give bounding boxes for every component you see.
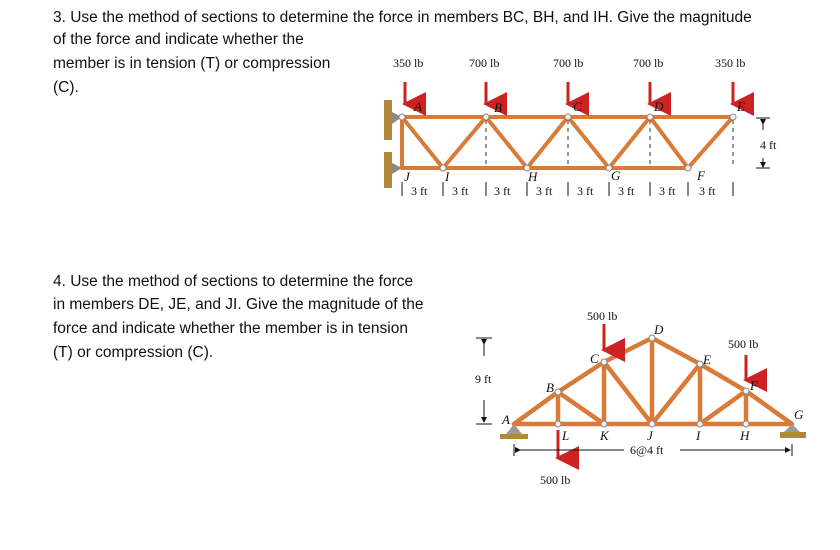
problem3-line4: (C). <box>53 79 79 96</box>
dim-spacing-4: 3 ft <box>536 184 553 198</box>
joint-label-j: J <box>404 169 410 184</box>
load-label-l: 500 lb <box>540 473 571 487</box>
member-ef <box>700 364 746 391</box>
joint-label-f: F <box>697 168 705 183</box>
load-label-f: 500 lb <box>728 337 759 351</box>
joint-label-h: H <box>528 169 538 184</box>
member-fg <box>746 391 792 424</box>
joint-label-b2: B <box>546 380 554 395</box>
member-bc <box>558 362 604 392</box>
joint-label-b: B <box>494 100 502 115</box>
joint-label-a2: A <box>502 412 510 427</box>
problem3-line3: member is in tension (T) or compression <box>53 55 331 72</box>
load-label-d: 700 lb <box>633 56 664 70</box>
joint-label-d: D <box>654 99 664 114</box>
joint-label-l2: L <box>562 428 570 443</box>
dim-spacing-2: 3 ft <box>452 184 469 198</box>
joint-label-c: C <box>573 99 582 114</box>
joint-label-a: A <box>414 99 422 114</box>
joint-label-i2: I <box>696 428 701 443</box>
load-label-b: 700 lb <box>469 56 500 70</box>
joint-label-c2: C <box>590 351 599 366</box>
joint-label-k2: K <box>600 428 609 443</box>
joint-label-i: I <box>445 169 450 184</box>
dim-spacing-1: 3 ft <box>411 184 428 198</box>
joint-label-d2: D <box>654 322 664 337</box>
dim-spacing-5: 3 ft <box>577 184 594 198</box>
member-de <box>652 338 700 364</box>
joint-label-e: E <box>737 99 745 114</box>
dim-spacing-6: 3 ft <box>618 184 635 198</box>
joint-label-g2: G <box>794 407 804 422</box>
dim-height-1: 4 ft <box>760 138 777 152</box>
problem3-line1: 3. Use the method of sections to determine the force in members BC, BH, and IH. Give the magnitude <box>53 9 752 26</box>
problem4-line3: force and indicate whether the member is in tension <box>53 320 408 337</box>
load-label-c: 700 lb <box>553 56 584 70</box>
problem4-line2: in members DE, JE, and JI. Give the magnitude of the <box>53 296 424 313</box>
problem4-line4: (T) or compression (C). <box>53 344 214 361</box>
dim-spacing-3: 3 ft <box>494 184 511 198</box>
member-ab <box>514 392 558 424</box>
joint-label-h2: H <box>740 428 750 443</box>
problem4-line1: 4. Use the method of sections to determine the force <box>53 273 414 290</box>
dim-height-2: 9 ft <box>475 372 492 386</box>
joint-label-f2: F <box>750 378 758 393</box>
joint-label-e2: E <box>703 352 711 367</box>
dim-span-2: 6@4 ft <box>630 443 664 457</box>
load-label-e: 350 lb <box>715 56 746 70</box>
member-cd <box>604 338 652 362</box>
joint-label-j2: J <box>647 428 653 443</box>
problem3-line2: of the force and indicate whether the <box>53 31 304 48</box>
load-label-a: 350 lb <box>393 56 424 70</box>
dim-spacing-7: 3 ft <box>659 184 676 198</box>
joint-label-g: G <box>611 168 621 183</box>
load-label-c2: 500 lb <box>587 309 618 323</box>
dim-spacing-8: 3 ft <box>699 184 716 198</box>
